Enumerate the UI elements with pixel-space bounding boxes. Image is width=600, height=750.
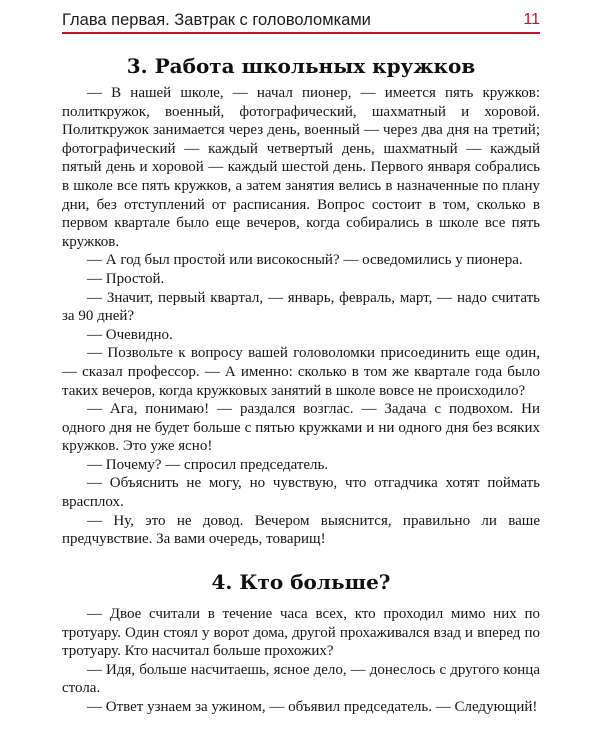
paragraph: — Ответ узнаем за ужином, — объявил председатель. — Следующий! (87, 698, 538, 715)
section-3-title: 3. Работа школьных кружков (126, 54, 476, 78)
paragraph: — Значит, первый квартал, — январь, февраль, март, — надо считать за 90 дней? (62, 289, 540, 325)
paragraph: — Ага, понимаю! — раздался возглас. — Задача с подвохом. Ни одного дня не будет больше с пятью кружками и ни одного дня без всяких кружков. Это уже ясно! (62, 401, 540, 455)
chapter-title: Глава первая. Завтрак с головоломками (62, 11, 371, 29)
paragraph: — Очевидно. (87, 326, 173, 343)
paragraph: — Идя, больше насчитаешь, ясное дело, — донеслось с другого конца стола. (62, 661, 540, 697)
paragraph: — В нашей школе, — начал пионер, — имеется пять кружков: политкружок, военный, фотографический, шахматный и хоровой. Политкружок занимается через день, военный — через два дня на третий; фотографический — каждый четвертый день, шахматный — каждый пятый день и хоровой — каждый шестой день. Первого января собрались в школе все пять кружков, а затем занятия велись в назначенные по плану дни, без отступлений от расписания. Вопрос состоит в том, сколько в первом квартале было еще вечеров, когда собирались в школе все пять кружков. (62, 85, 540, 250)
paragraph: — Почему? — спросил председатель. (87, 456, 329, 473)
section-4-title: 4. Кто больше? (211, 570, 391, 594)
section-4-body (62, 605, 540, 717)
paragraph: — Позвольте к вопросу вашей головоломки присоединить еще один, — сказал профессор. — А именно: сколько в том же квартале года было таких вечеров, когда кружковых занятий в школе вовсе не происходило? (62, 345, 540, 399)
section-3-body (62, 84, 540, 549)
header-divider (62, 32, 540, 34)
paragraph: — Объяснить не могу, но чувствую, что отгадчика хотят поймать врасплох. (62, 475, 540, 511)
paragraph: — А год был простой или високосный? — осведомились у пионера. (87, 252, 523, 269)
paragraph: — Двое считали в течение часа всех, кто проходил мимо них по тротуару. Один стоял у ворот дома, другой прохаживался взад и вперед по тротуару. Кто насчитал больше прохожих? (62, 606, 540, 660)
page-number: 11 (523, 11, 540, 28)
paragraph: — Ну, это не довод. Вечером выяснится, правильно ли ваше предчувствие. За вами очередь, товарищ! (62, 512, 540, 548)
paragraph: — Простой. (87, 270, 165, 287)
running-header (62, 10, 540, 32)
